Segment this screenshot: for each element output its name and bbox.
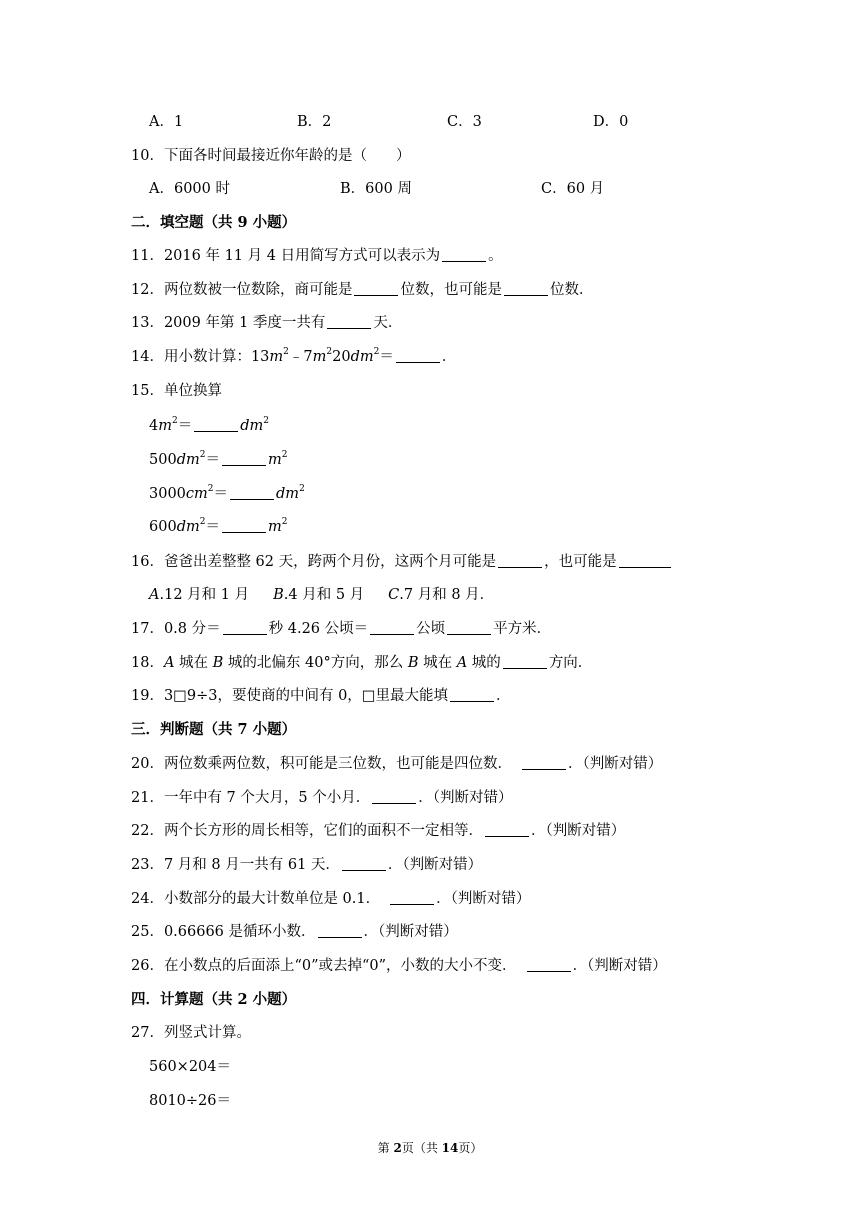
page-number: 2 [393, 1141, 402, 1155]
question-25: 25．0.66666 是循环小数． ．（判断对错） [131, 924, 458, 940]
q10-option-b: B．600 周 [340, 181, 412, 197]
question-18: 18．A 城在 B 城的北偏东 40°方向，那么 B 城在 A 城的 方向． [131, 655, 593, 671]
answer-blank [442, 247, 486, 262]
section-heading-calculation: 四．计算题（共 2 小题） [131, 991, 297, 1008]
answer-blank [354, 281, 398, 296]
question-16-options: A.12 月和 1 月 B.4 月和 5 月 C.7 月和 8 月． [149, 587, 495, 603]
question-14: 14．用小数计算：$13m^2﹣7m^220dm^2=$ ． [131, 347, 457, 365]
section-heading-true-false: 三．判断题（共 7 小题） [131, 721, 297, 738]
question-22: 22．两个长方形的周长相等，它们的面积不一定相等． ．（判断对错） [131, 823, 626, 839]
unit-conversion-row: $600dm^2= m^2$ [149, 517, 288, 535]
option-a: A．1 [149, 114, 184, 130]
answer-blank [372, 789, 416, 804]
question-20: 20．两位数乘两位数，积可能是三位数，也可能是四位数． ．（判断对错） [131, 756, 663, 772]
answer-blank [527, 957, 571, 972]
question-13: 13．2009 年第 1 季度一共有 天． [131, 315, 403, 331]
answer-blank [485, 822, 529, 837]
answer-blank [194, 417, 238, 432]
answer-blank [222, 451, 266, 466]
unit-conversion-row: $4m^2= dm^2$ [149, 416, 269, 434]
question-12: 12．两位数被一位数除，商可能是 位数，也可能是 位数． [131, 282, 594, 298]
option-d: D．0 [593, 114, 629, 130]
answer-blank [370, 620, 414, 635]
answer-blank [503, 654, 547, 669]
q10-option-c: C．60 月 [541, 181, 605, 197]
answer-blank [396, 348, 440, 363]
answer-blank [498, 553, 542, 568]
question-17: 17．0.8 分＝ 秒 4.26 公顷＝ 公顷 平方米． [131, 621, 552, 637]
answer-blank [342, 856, 386, 871]
question-11: 11．2016 年 11 月 4 日用简写方式可以表示为 。 [131, 248, 503, 264]
question-26: 26．在小数点的后面添上“0”或去掉“0”，小数的大小不变． ．（判断对错） [131, 958, 667, 974]
answer-blank [327, 314, 371, 329]
answer-blank [230, 485, 274, 500]
question-24: 24．小数部分的最大计数单位是 0.1． ．（判断对错） [131, 891, 531, 907]
calc-expression: 560×204＝ [149, 1059, 232, 1075]
answer-blank [522, 755, 566, 770]
question-23: 23．7 月和 8 月一共有 61 天． ．（判断对错） [131, 857, 483, 873]
section-heading-fill-blank: 二．填空题（共 9 小题） [131, 214, 297, 231]
answer-blank [318, 923, 362, 938]
answer-blank [447, 620, 491, 635]
option-c: C．3 [447, 114, 482, 130]
answer-blank [450, 687, 494, 702]
page-total: 14 [441, 1141, 459, 1155]
calc-expression: 8010÷26＝ [149, 1093, 232, 1109]
unit-conversion-row: $3000cm^2= dm^2$ [149, 484, 305, 502]
question-21: 21．一年中有 7 个大月，5 个小月． ．（判断对错） [131, 790, 513, 806]
question-16: 16．爸爸出差整整 62 天，跨两个月份，这两个月可能是 ，也可能是 [131, 552, 673, 572]
answer-blank [390, 890, 434, 905]
option-b: B．2 [297, 114, 332, 130]
q10-option-a: A．6000 时 [149, 181, 230, 197]
answer-blank [222, 518, 266, 533]
answer-blank [619, 553, 671, 568]
answer-blank [223, 620, 267, 635]
page-footer: 第 2页（共 14页） [377, 1141, 483, 1155]
question-19: 19．3□9÷3，要使商的中间有 0，□里最大能填 ． [131, 688, 511, 704]
question-10: 10．下面各时间最接近你年龄的是（ ） [131, 148, 411, 164]
question-27-title: 27．列竖式计算。 [131, 1025, 251, 1041]
question-15-title: 15．单位换算 [131, 383, 222, 399]
answer-blank [504, 281, 548, 296]
unit-conversion-row: $500dm^2= m^2$ [149, 450, 288, 468]
